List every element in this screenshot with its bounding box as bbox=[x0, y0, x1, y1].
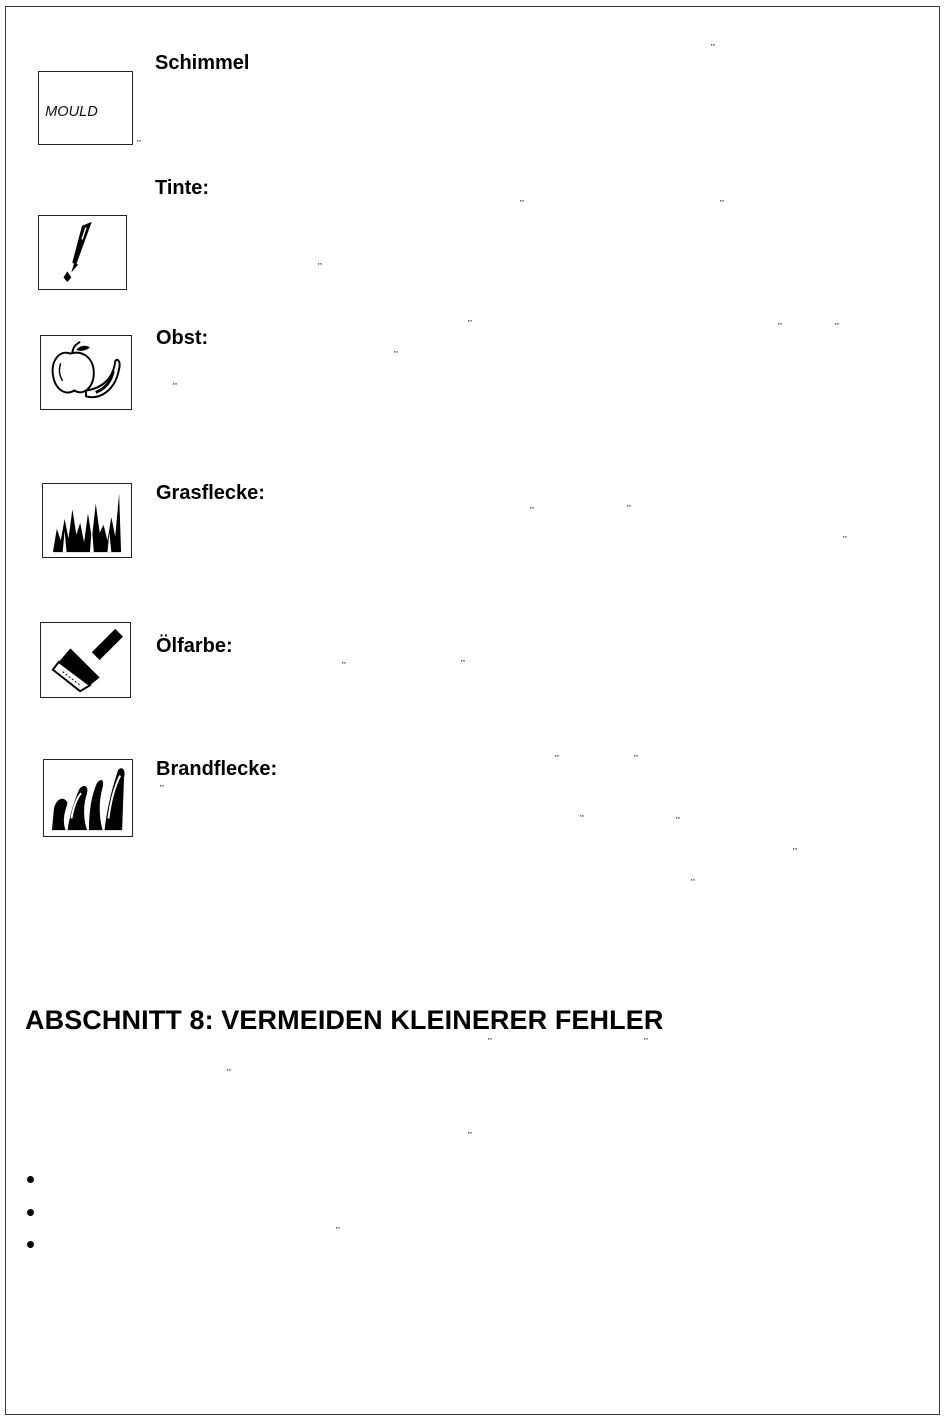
stain-heading-grass: Grasflecke: bbox=[156, 482, 265, 504]
umlaut-mark: ¨ bbox=[318, 262, 322, 274]
burn-icon bbox=[43, 759, 133, 837]
bullet-point bbox=[27, 1176, 34, 1183]
ink-pen-icon bbox=[38, 215, 127, 290]
bullet-point bbox=[27, 1209, 34, 1216]
bullet-point bbox=[27, 1241, 34, 1248]
umlaut-mark: ¨ bbox=[137, 139, 141, 151]
svg-text:MOULD: MOULD bbox=[45, 103, 98, 120]
fruit-icon bbox=[40, 335, 132, 410]
section-8-title: ABSCHNITT 8: VERMEIDEN KLEINERER FEHLER bbox=[25, 1005, 664, 1035]
umlaut-mark: ¨ bbox=[520, 199, 524, 211]
paint-brush-icon bbox=[40, 622, 131, 698]
umlaut-mark: ¨ bbox=[173, 382, 177, 394]
umlaut-mark: ¨ bbox=[468, 1131, 472, 1143]
umlaut-mark: ¨ bbox=[227, 1068, 231, 1080]
umlaut-mark: ¨ bbox=[336, 1226, 340, 1238]
umlaut-mark: ¨ bbox=[342, 661, 346, 673]
stain-heading-mould: Schimmel bbox=[155, 52, 250, 74]
umlaut-mark: ¨ bbox=[676, 816, 680, 828]
stain-heading-burn: Brandflecke: bbox=[156, 758, 278, 780]
umlaut-mark: ¨ bbox=[461, 659, 465, 671]
umlaut-mark: ¨ bbox=[778, 322, 782, 334]
umlaut-mark: ¨ bbox=[468, 319, 472, 331]
umlaut-mark: ¨ bbox=[691, 878, 695, 890]
umlaut-mark: ¨ bbox=[394, 350, 398, 362]
stain-heading-ink: Tinte: bbox=[155, 177, 210, 199]
stain-heading-fruit: Obst: bbox=[156, 327, 209, 349]
grass-icon bbox=[42, 483, 132, 558]
page-border bbox=[5, 6, 940, 1415]
umlaut-mark: ¨ bbox=[711, 43, 715, 55]
umlaut-mark: ¨ bbox=[634, 754, 638, 766]
umlaut-mark: ¨ bbox=[644, 1037, 648, 1049]
stain-heading-oil-paint: Ölfarbe: bbox=[156, 635, 233, 657]
umlaut-mark: ¨ bbox=[555, 754, 559, 766]
umlaut-mark: ¨ bbox=[843, 535, 847, 547]
umlaut-mark: ¨ bbox=[530, 506, 534, 518]
umlaut-mark: ¨ bbox=[835, 322, 839, 334]
umlaut-mark: ¨ bbox=[793, 847, 797, 859]
umlaut-mark: ¨ bbox=[627, 504, 631, 516]
umlaut-mark: ¨ bbox=[580, 814, 584, 826]
mould-icon bbox=[38, 71, 133, 145]
umlaut-mark: ¨ bbox=[160, 784, 164, 796]
umlaut-mark: ¨ bbox=[488, 1037, 492, 1049]
umlaut-mark: ¨ bbox=[720, 199, 724, 211]
